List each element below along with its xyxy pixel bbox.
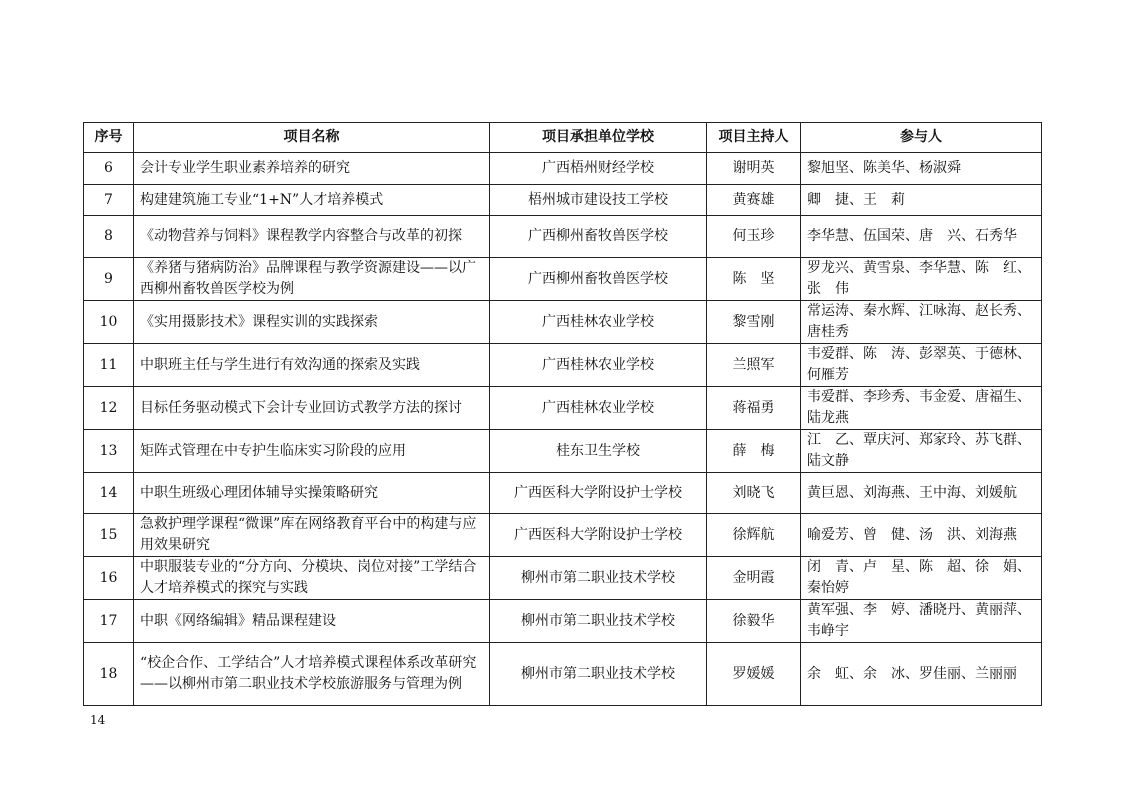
cell-school: 柳州市第二职业技术学校: [490, 557, 707, 600]
cell-index: 15: [84, 514, 134, 557]
cell-school: 梧州城市建设技工学校: [490, 185, 707, 216]
cell-index: 8: [84, 216, 134, 258]
cell-index: 13: [84, 430, 134, 473]
cell-school: 广西桂林农业学校: [490, 344, 707, 387]
cell-index: 14: [84, 473, 134, 514]
cell-project-name: 中职班主任与学生进行有效沟通的探索及实践: [134, 344, 490, 387]
page-number: 14: [90, 713, 106, 727]
cell-school: 广西桂林农业学校: [490, 387, 707, 430]
table-row: [84, 514, 1042, 557]
table-row: [84, 473, 1042, 514]
cell-project-name: 中职服装专业的“分方向、分模块、岗位对接”工学结合人才培养模式的探究与实践: [134, 557, 490, 600]
table-header-row: [84, 123, 1042, 153]
cell-school: 广西医科大学附设护士学校: [490, 473, 707, 514]
cell-school: 广西柳州畜牧兽医学校: [490, 258, 707, 301]
table-row: [84, 600, 1042, 643]
cell-project-name: 矩阵式管理在中专护生临床实习阶段的应用: [134, 430, 490, 473]
cell-project-name: 会计专业学生职业素养培养的研究: [134, 153, 490, 185]
cell-index: 16: [84, 557, 134, 600]
cell-school: 广西桂林农业学校: [490, 301, 707, 344]
cell-participants: 韦爱群、李珍秀、韦金爱、唐福生、陆龙燕: [801, 387, 1042, 430]
cell-participants: 余 虹、余 冰、罗佳丽、兰丽丽: [801, 643, 1042, 706]
table-row: [84, 153, 1042, 185]
table-row: [84, 301, 1042, 344]
header-school: 项目承担单位学校: [490, 123, 707, 153]
header-index: 序号: [84, 123, 134, 153]
header-participants: 参与人: [801, 123, 1042, 153]
cell-school: 广西梧州财经学校: [490, 153, 707, 185]
project-table: [83, 122, 1042, 706]
cell-host: 罗媛媛: [707, 643, 801, 706]
cell-host: 何玉珍: [707, 216, 801, 258]
cell-host: 刘晓飞: [707, 473, 801, 514]
cell-project-name: 中职《网络编辑》精品课程建设: [134, 600, 490, 643]
cell-index: 7: [84, 185, 134, 216]
cell-index: 6: [84, 153, 134, 185]
header-project-name: 项目名称: [134, 123, 490, 153]
cell-participants: 罗龙兴、黄雪泉、李华慧、陈 红、张 伟: [801, 258, 1042, 301]
cell-index: 9: [84, 258, 134, 301]
cell-project-name: 目标任务驱动模式下会计专业回访式教学方法的探讨: [134, 387, 490, 430]
table-row: [84, 557, 1042, 600]
cell-project-name: “校企合作、工学结合”人才培养模式课程体系改革研究——以柳州市第二职业技术学校旅游服务与管理为例: [134, 643, 490, 706]
cell-participants: 黄军强、李 婷、潘晓丹、黄丽萍、韦峥宇: [801, 600, 1042, 643]
cell-participants: 常运涛、秦水辉、江咏海、赵长秀、唐桂秀: [801, 301, 1042, 344]
cell-project-name: 《动物营养与饲料》课程教学内容整合与改革的初探: [134, 216, 490, 258]
cell-school: 广西柳州畜牧兽医学校: [490, 216, 707, 258]
header-host: 项目主持人: [707, 123, 801, 153]
cell-host: 黎雪刚: [707, 301, 801, 344]
cell-index: 11: [84, 344, 134, 387]
cell-participants: 喻爱芳、曾 健、汤 洪、刘海燕: [801, 514, 1042, 557]
cell-index: 17: [84, 600, 134, 643]
cell-host: 徐毅华: [707, 600, 801, 643]
cell-index: 10: [84, 301, 134, 344]
cell-host: 陈 坚: [707, 258, 801, 301]
cell-participants: 卿 捷、王 莉: [801, 185, 1042, 216]
cell-index: 18: [84, 643, 134, 706]
cell-participants: 韦爱群、陈 涛、彭翠英、于德林、何雁芳: [801, 344, 1042, 387]
cell-host: 蒋福勇: [707, 387, 801, 430]
cell-participants: 江 乙、覃庆河、郑家玲、苏飞群、陆文静: [801, 430, 1042, 473]
cell-project-name: 《养猪与猪病防治》品牌课程与教学资源建设——以广西柳州畜牧兽医学校为例: [134, 258, 490, 301]
table-row: [84, 344, 1042, 387]
cell-host: 谢明英: [707, 153, 801, 185]
cell-project-name: 中职生班级心理团体辅导实操策略研究: [134, 473, 490, 514]
cell-host: 金明霞: [707, 557, 801, 600]
table-row: [84, 185, 1042, 216]
cell-school: 广西医科大学附设护士学校: [490, 514, 707, 557]
cell-participants: 李华慧、伍国荣、唐 兴、石秀华: [801, 216, 1042, 258]
cell-participants: 黄巨恩、刘海燕、王中海、刘媛航: [801, 473, 1042, 514]
cell-index: 12: [84, 387, 134, 430]
cell-participants: 闭 青、卢 星、陈 超、徐 娟、秦怡婷: [801, 557, 1042, 600]
cell-school: 桂东卫生学校: [490, 430, 707, 473]
cell-project-name: 《实用摄影技术》课程实训的实践探索: [134, 301, 490, 344]
table-row: [84, 258, 1042, 301]
table-row: [84, 216, 1042, 258]
cell-project-name: 急救护理学课程“微课”库在网络教育平台中的构建与应用效果研究: [134, 514, 490, 557]
table-row: [84, 430, 1042, 473]
cell-host: 徐辉航: [707, 514, 801, 557]
cell-host: 薛 梅: [707, 430, 801, 473]
cell-project-name: 构建建筑施工专业“1+N”人才培养模式: [134, 185, 490, 216]
table-row: [84, 387, 1042, 430]
cell-school: 柳州市第二职业技术学校: [490, 643, 707, 706]
cell-participants: 黎旭坚、陈美华、杨淑舜: [801, 153, 1042, 185]
table-row: [84, 643, 1042, 706]
cell-school: 柳州市第二职业技术学校: [490, 600, 707, 643]
cell-host: 兰照军: [707, 344, 801, 387]
cell-host: 黄赛雄: [707, 185, 801, 216]
